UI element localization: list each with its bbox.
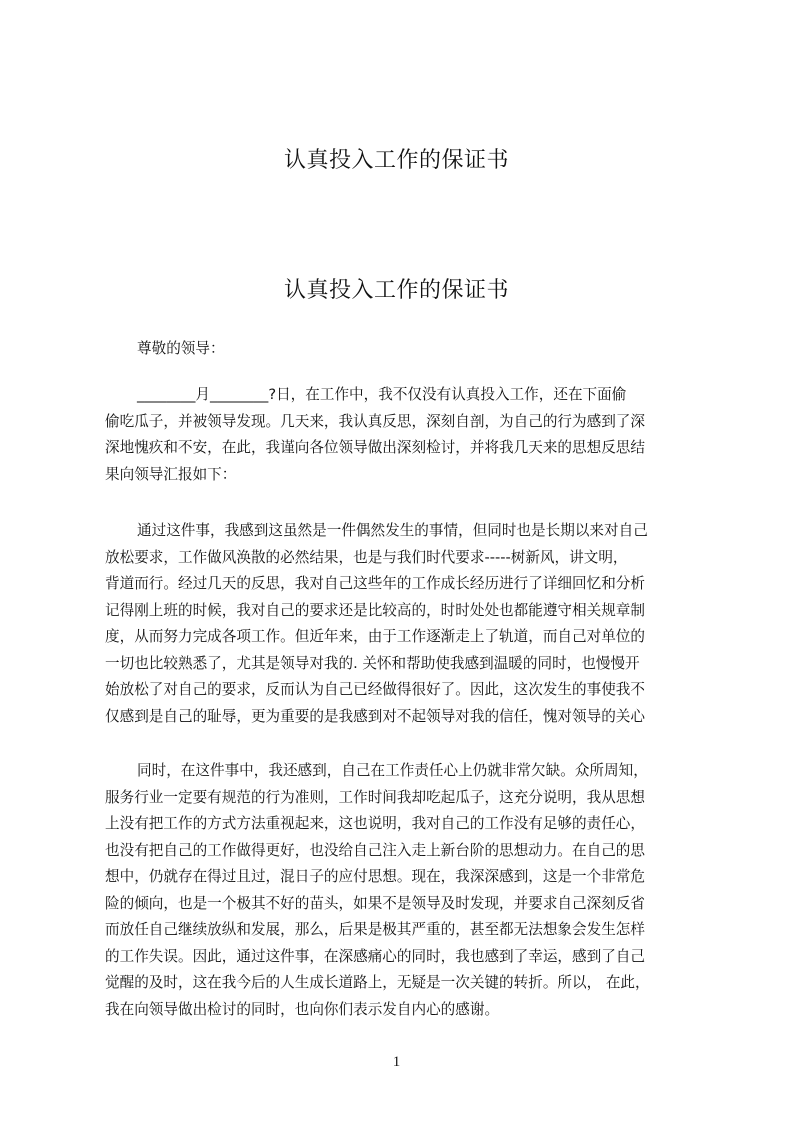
paragraph-line: 记得刚上班的时候，我对自己的要求还是比较高的，时时处处也都能遵守相关规章制 xyxy=(105,601,645,619)
paragraph-line: 我在向领导做出检讨的同时，也向你们表示发自内心的感谢。 xyxy=(105,1000,500,1018)
paragraph-line: 度，从而努力完成各项工作。但近年来，由于工作逐渐走上了轨道，而自己对单位的 xyxy=(105,628,645,645)
paragraph-line: 深地愧疚和不安，在此，我谨向各位领导做出深刻检讨，并将我几天来的思想反思结 xyxy=(105,439,645,456)
document-title-main: 认真投入工作的保证书 xyxy=(283,278,509,303)
paragraph-line: 险的倾向，也是一个极其不好的苗头，如果不是领导及时发现，并要求自己深刻反省 xyxy=(105,894,645,912)
paragraph-line: 而放任自己继续放纵和发展，那么，后果是极其严重的，甚至都无法想象会发生怎样 xyxy=(105,921,645,938)
salutation xyxy=(105,336,697,363)
paragraph-line: 通过这件事，我感到这虽然是一件偶然发生的事情，但同时也是长期以来对自己 xyxy=(137,522,648,539)
paragraph-line: 始放松了对自己的要求，反而认为自己已经做得很好了。因此，这次发生的事使我不 xyxy=(105,681,645,698)
paragraph-line: 果向领导汇报如下： xyxy=(105,465,237,483)
paragraph-2 xyxy=(105,518,697,730)
paragraph-line: 的工作失误。因此，通过这件事，在深感痛心的同时，我也感到了幸运，感到了自己 xyxy=(105,947,645,965)
paragraph-line: 背道而行。经过几天的反思，我对自己这些年的工作成长经历进行了详细回忆和分析 xyxy=(105,575,645,592)
document-title-top: 认真投入工作的保证书 xyxy=(283,148,509,173)
paragraph-line: 上没有把工作的方式方法重视起来，这也说明，我对自己的工作没有足够的责任心， xyxy=(105,815,645,832)
page-number: 1 xyxy=(392,1054,401,1070)
paragraph-line: 一切也比较熟悉了，尤其是领导对我的. 关怀和帮助使我感到温暖的同时，也慢慢开 xyxy=(105,654,640,672)
paragraph-line: 仅感到是自己的耻辱，更为重要的是我感到对不起领导对我的信任，愧对领导的关心 xyxy=(105,707,645,725)
paragraph-line: 也没有把自己的工作做得更好，也没给自己注入走上新台阶的思想动力。在自己的思 xyxy=(105,841,645,859)
paragraph-line: 放松要求，工作做风涣散的必然结果，也是与我们时代要求-----树新风，讲文明， xyxy=(105,548,628,566)
paragraph-line: 想中，仍就存在得过且过，混日子的应付思想。现在，我深深感到，这是一个非常危 xyxy=(105,868,645,885)
paragraph-line: ________月________?日，在工作中，我不仅没有认真投入工作，还在下面偷 xyxy=(137,386,627,403)
paragraph-line: 服务行业一定要有规范的行为准则，工作时间我却吃起瓜子，这充分说明，我从思想 xyxy=(105,788,645,806)
paragraph-1 xyxy=(105,382,697,488)
paragraph-line: 同时，在这件事中，我还感到，自己在工作责任心上仍就非常欠缺。众所周知， xyxy=(137,762,648,779)
salutation-text: 尊敬的领导： xyxy=(137,340,225,357)
paragraph-line: 偷吃瓜子，并被领导发现。几天来，我认真反思，深刻自剖，为自己的行为感到了深 xyxy=(105,412,645,430)
paragraph-line: 觉醒的及时，这在我今后的人生成长道路上，无疑是一次关键的转折。所以， 在此， xyxy=(105,974,650,991)
paragraph-3 xyxy=(105,758,697,1023)
